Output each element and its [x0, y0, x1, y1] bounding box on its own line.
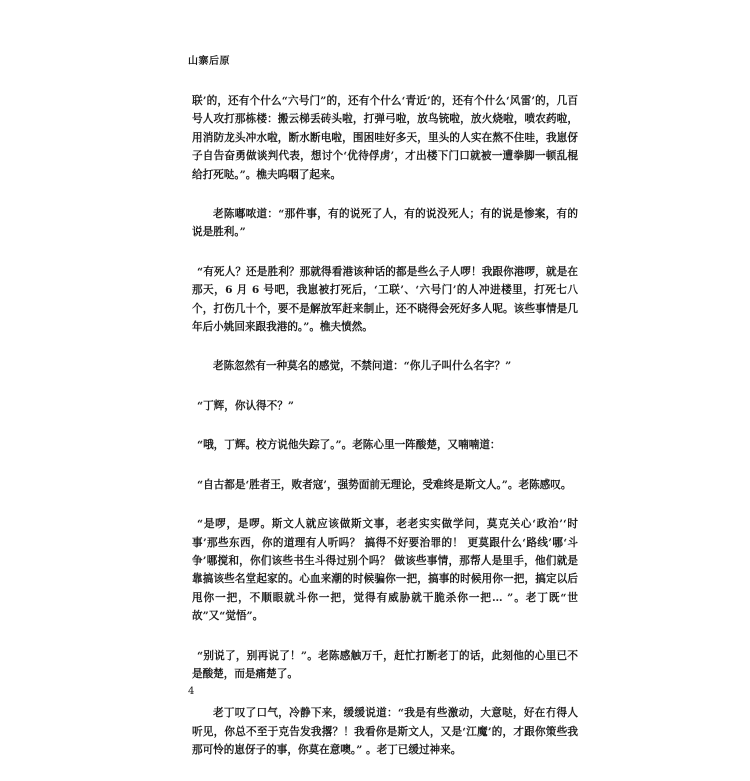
paragraph-2: 老陈嘟哝道：“那件事，有的说死了人，有的说没死人；有的说是惨案，有的说是胜利。” [192, 208, 578, 239]
paragraph-7: “自古都是‘胜者王，败者寇’，强势面前无理论，受难终是斯文人。”。老陈感叹。 [197, 478, 572, 491]
paragraph-9: “别说了，别再说了！”。老陈感触万千，赶忙打断老丁的话，此刻他的心里已不是酸楚，而是痛楚了。 [192, 649, 578, 680]
paragraph-1: 联’的，还有个什么“六号门”的，还有个什么‘青近’的，还有个什么‘风雷’的，几百号人攻打那栋楼：搬云梯丢砖头啦，打弹弓啦，放鸟铳啦，放火烧啦，喷农药啦，用消防龙头冲水啦，断水断电啦，围困哇好多天，里头的人实在熬不住哇，我崽伢子自告奋勇做谈判代表，想讨个‘优待俘虏’，才出楼下门口就被一遭拳脚一顿乱棍给打死哒。”。樵夫呜咽了起来。 [192, 95, 578, 181]
paragraph-8: “是啰，是啰。斯文人就应该做斯文事，老老实实做学问，莫克关心‘政治’‘时事’那些东西，你的道理有人听吗？ 搞得不好要治罪的！ 更莫跟什么‘路线’哪‘斗争’哪搅和，你们该些书生斗得过别个吗？ 做该些事情，那帮人是里手，他们就是靠搞该些名堂起家的。心血来潮的时候骗你一把，搞事的时候用你一把，搞定以后甩你一把，不顺眼就斗你一把，觉得有威胁就干脆杀你一把… ”。老丁既“世故”又“觉悟”。 [192, 518, 578, 623]
body-text [192, 92, 578, 781]
page-number: 4 [188, 686, 195, 697]
paragraph-4: 老陈忽然有一种莫名的感觉，不禁问道：“你儿子叫什么名字？” [213, 360, 512, 373]
paragraph-5: “丁辉，你认得不？” [197, 399, 294, 412]
running-header-title: 山寨后原 [188, 56, 230, 67]
paragraph-6: “哦，丁辉。校方说他失踪了。”。老陈心里一阵酸楚，又喃喃道： [197, 439, 501, 452]
paragraph-10: 老丁叹了口气，冷静下来，缓缓说道：“我是有些激动，大意哒，好在冇得人听见，你总不至于克告发我撂？！我看你是斯文人，又是‘江魔’的，才跟你策些我那可怜的崽伢子的事，你莫在意噢。” 。老丁已缓过神来。 [192, 707, 578, 757]
paragraph-3: “有死人？还是胜利？那就得看港该种话的都是些么子人啰！我跟你港啰，就是在那天，6 月 6 号吧，我崽被打死后，‘工联’、‘六号门’的人冲进楼里，打死七八个，打伤几十个，要不是解放军赶来制止，还不晓得会死好多人呢。该些事情是几年后小姚回来跟我港的。”。樵夫愤然。 [192, 265, 578, 334]
